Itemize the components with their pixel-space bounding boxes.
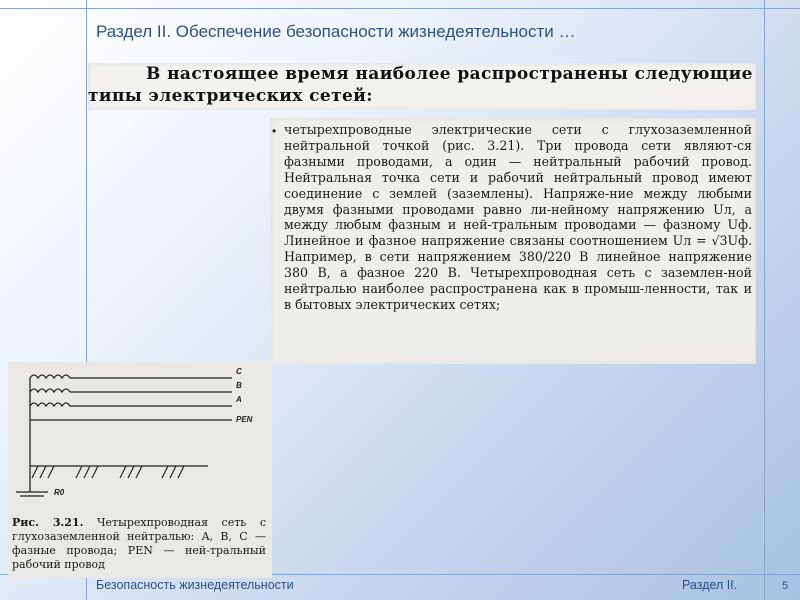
wire-label-a: A	[236, 395, 242, 404]
scanned-heading	[88, 63, 756, 110]
bullet-mark: •	[272, 124, 277, 138]
wire-label-c: C	[236, 367, 242, 376]
frame-line-top	[0, 8, 800, 9]
frame-line-right	[764, 0, 765, 600]
body-paragraph: четырехпроводные электрические сети с глухозаземленной нейтральной точкой (рис. 3.21). Три провода сети являют-ся фазными проводами, а один — нейтральный рабочий провод. Нейтральная точка сети и рабочий нейтральный провод имеют соединение с землей (заземлены). Напряже-ние между любыми двумя фазными проводами равно ли-нейному напряжению Uл, а между любым фазным и ней-тральным проводами — фазному Uф. Линейное и фазное напряжение связаны соотношением Uл = √3Uф. Например, в сети напряжением 380/220 В линейное напряжение 380 В, а фазное 220 В. Четырехпроводная сеть с заземлен-ной нейтралью наиболее распространена как в промыш-ленности, так и в бытовых электрических сетях;	[284, 122, 752, 312]
scanned-body-text	[270, 118, 756, 364]
footer-course-title: Безопасность жизнедеятельности	[96, 578, 294, 592]
figure-circuit	[8, 362, 272, 578]
ground-symbol	[16, 466, 208, 496]
footer-section: Раздел II.	[682, 578, 738, 592]
page-title: Раздел II. Обеспечение безопасности жизнедеятельности …	[96, 22, 576, 41]
circuit-diagram	[8, 362, 272, 512]
wire-label-b: B	[236, 381, 242, 390]
heading-line-1: В настоящее время наиболее распространены следующие	[146, 64, 753, 84]
page-number: 5	[782, 580, 789, 592]
ground-label: R0	[54, 488, 65, 497]
caption-text: Четырехпроводная сеть с глухозаземленной нейтралью: A, B, C — фазные провода; PEN — ней-тральный рабочий провод	[12, 516, 266, 571]
wire-label-pen: PEN	[236, 415, 253, 424]
figure-caption	[12, 516, 266, 572]
wires	[30, 378, 232, 420]
caption-number: Рис. 3.21.	[12, 516, 84, 529]
heading-line-2: типы электрических сетей:	[88, 86, 373, 106]
